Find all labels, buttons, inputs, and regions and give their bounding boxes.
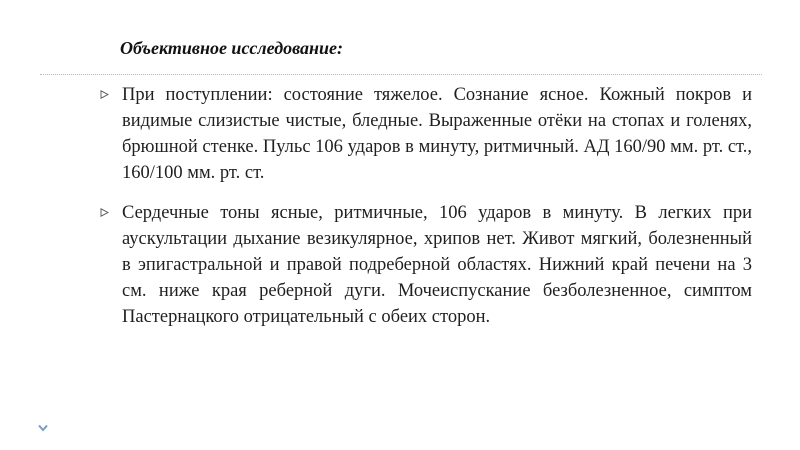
triangle-outline-icon	[100, 208, 109, 217]
bullet-item	[100, 200, 752, 330]
bullet-text: Сердечные тоны ясные, ритмичные, 106 ударов в минуту. В легких при аускультации дыхание везикулярное, хрипов нет. Живот мягкий, болезненный в эпигастральной и правой подреберной областях. Нижний край печени на 3 см. ниже края реберной дуги. Мочеиспускание безболезненное, симптом Пастернацкого отрицательный с обеих сторон.	[122, 203, 752, 327]
chevron-down-icon[interactable]	[38, 424, 48, 432]
bullet-list	[100, 82, 752, 330]
slide-title: Объективное исследование:	[120, 38, 344, 58]
bullet-text: При поступлении: состояние тяжелое. Сознание ясное. Кожный покров и видимые слизистые чистые, бледные. Выраженные отёки на стопах и голенях, брюшной стенке. Пульс 106 ударов в минуту, ритмичный. АД 160/90 мм. рт. ст., 160/100 мм. рт. ст.	[122, 85, 752, 183]
bullet-item	[100, 82, 752, 186]
title-divider	[40, 74, 762, 75]
triangle-outline-icon	[100, 90, 109, 99]
